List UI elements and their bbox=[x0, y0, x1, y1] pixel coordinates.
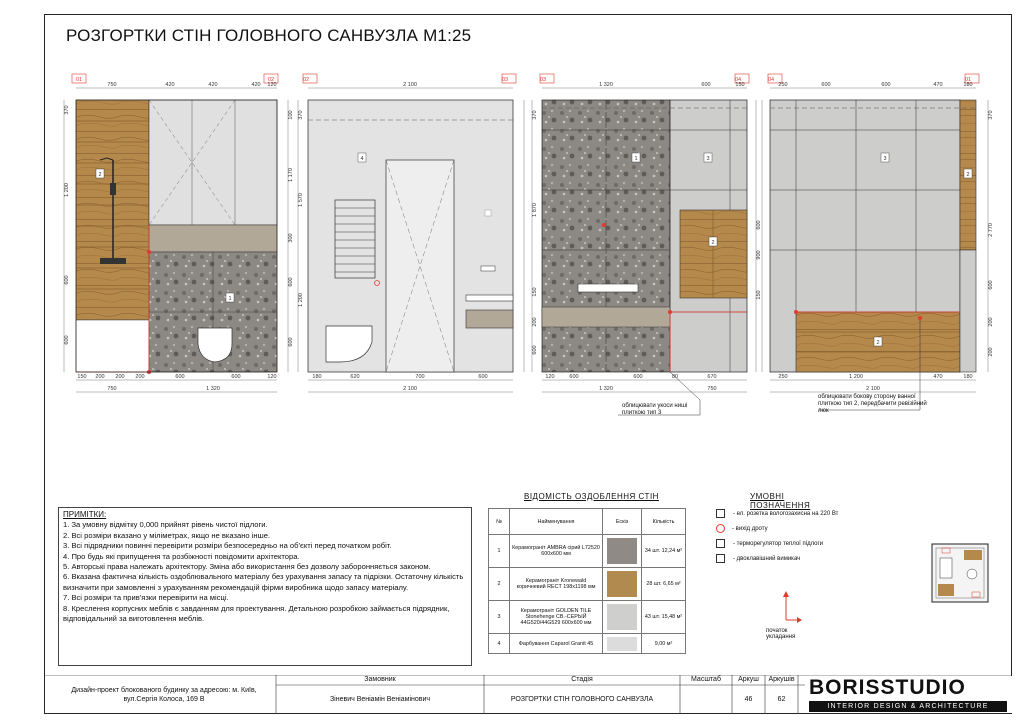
dimension-label: 1 320 bbox=[599, 386, 613, 392]
dimension-label: 600 bbox=[64, 275, 70, 285]
finish-qty: 43 шт. 15,48 м² bbox=[642, 601, 686, 634]
dimension-label: 620 bbox=[350, 374, 360, 380]
note-item: 8. Креслення корпусних меблів є завданням для проектування. Детальною розробкою займається підрядник, відповідальний за виготовлення меблів. bbox=[63, 603, 450, 624]
dimension-label: 670 bbox=[707, 374, 717, 380]
client-header: Замовник bbox=[364, 676, 396, 683]
dimension-label: 180 bbox=[312, 374, 322, 380]
elevation-1 bbox=[76, 100, 277, 374]
finish-callout-label: 1 bbox=[228, 296, 232, 302]
dimension-label: 2 100 bbox=[403, 386, 417, 392]
dimension-label: 1 320 bbox=[206, 386, 220, 392]
finish-callout-label: 2 bbox=[711, 240, 715, 246]
project-address: Дизайн-проект блокованого будинку за адресою: м. Київ, вул.Сергія Колоса, 169 В bbox=[71, 687, 257, 703]
dimension-label: 600 bbox=[175, 374, 185, 380]
dimension-label: 750 bbox=[707, 386, 717, 392]
elevation-tag: 03 bbox=[501, 77, 509, 83]
elevation-tag: 01 bbox=[75, 77, 83, 83]
col-header: № bbox=[489, 509, 510, 535]
note-item: 4. Про будь які припущення та розбіжності повідомити архітектора. bbox=[63, 551, 300, 561]
dimension-label: 370 bbox=[532, 110, 538, 120]
finish-swatch bbox=[603, 568, 642, 601]
dimension-label: 600 bbox=[756, 220, 762, 230]
sheet-count: 62 bbox=[777, 696, 786, 703]
dimension-label: 470 bbox=[933, 374, 943, 380]
dimension-label: 200 bbox=[988, 347, 994, 357]
elevation-4 bbox=[770, 100, 976, 372]
dimension-label: 2 770 bbox=[988, 223, 994, 237]
dimension-label: 200 bbox=[115, 374, 125, 380]
dimension-label: 120 bbox=[267, 82, 277, 88]
elevation-tag: 04 bbox=[734, 77, 742, 83]
dimension-label: 180 bbox=[963, 374, 973, 380]
notes-heading: ПРИМІТКИ: bbox=[63, 510, 107, 519]
elevation-4-note: облицювати бокову сторону ванної плиткою тип 2, передбачити ревізійний люк bbox=[818, 394, 927, 414]
legend-item: - вихід дроту bbox=[732, 525, 768, 532]
finish-swatch bbox=[603, 601, 642, 634]
col-header: Кількість bbox=[642, 509, 686, 535]
dimension-label: 1 200 bbox=[849, 374, 863, 380]
dimension-label: 2 100 bbox=[403, 82, 417, 88]
dimension-label: 150 bbox=[756, 290, 762, 300]
dimension-label: 1 200 bbox=[64, 183, 70, 197]
elevation-3-note: облицювати укоси ниші плиткою тип 3 bbox=[622, 403, 688, 416]
dimension-label: 420 bbox=[251, 82, 261, 88]
finish-qty: 28 шт. 6,65 м² bbox=[642, 568, 686, 601]
finish-qty: 9,00 м² bbox=[642, 634, 686, 654]
dimension-label: 600 bbox=[821, 82, 831, 88]
dimension-label: 600 bbox=[881, 82, 891, 88]
finish-swatch bbox=[603, 535, 642, 568]
finish-callout-label: 1 bbox=[634, 156, 638, 162]
finish-qty: 34 шт. 12,24 м² bbox=[642, 535, 686, 568]
finish-row bbox=[489, 601, 686, 634]
dimension-label: 1 170 bbox=[288, 168, 294, 182]
dimension-label: 250 bbox=[778, 374, 788, 380]
dimension-label: 200 bbox=[95, 374, 105, 380]
note-item: 5. Авторські права належать архітектору. Зміна або використання без дозволу заборонняється законом. bbox=[63, 562, 431, 572]
notes-box bbox=[58, 507, 472, 666]
dimension-label: 1 320 bbox=[599, 82, 613, 88]
sheets-header: Аркушів bbox=[768, 676, 795, 683]
legend-item: - терморегулятор теплої підлоги bbox=[733, 540, 824, 547]
dimension-label: 150 bbox=[77, 374, 87, 380]
dimension-label: 700 bbox=[415, 374, 425, 380]
socket-icon bbox=[716, 509, 725, 518]
dimension-label: 250 bbox=[778, 82, 788, 88]
dimension-label: 200 bbox=[532, 317, 538, 327]
studio-logo bbox=[805, 676, 1012, 713]
dimension-label: 180 bbox=[963, 82, 973, 88]
elevation-3 bbox=[542, 100, 747, 372]
dimension-label: 370 bbox=[64, 105, 70, 115]
dimension-label: 100 bbox=[288, 110, 294, 120]
scale-header: Масштаб bbox=[691, 676, 721, 683]
elevation-2 bbox=[308, 100, 513, 372]
dimension-label: 600 bbox=[288, 277, 294, 287]
finish-callout-label: 4 bbox=[360, 156, 364, 162]
dimension-label: 200 bbox=[988, 317, 994, 327]
finish-callout-label: 2 bbox=[876, 340, 880, 346]
dimension-label: 1 870 bbox=[532, 203, 538, 217]
dimension-label: 150 bbox=[735, 82, 745, 88]
dimension-label: 150 bbox=[532, 287, 538, 297]
dimension-label: 420 bbox=[165, 82, 175, 88]
stage-value: РОЗГОРТКИ СТІН ГОЛОВНОГО САНВУЗЛА bbox=[510, 696, 654, 703]
dimension-label: 120 bbox=[545, 374, 555, 380]
elevation-tag: 02 bbox=[267, 77, 275, 83]
finishes-table bbox=[488, 508, 686, 654]
dimension-label: 370 bbox=[298, 110, 304, 120]
finish-name: Керамограніт AMBRA сірий L72520 600х600 мм bbox=[510, 535, 603, 568]
dimension-label: 1 570 bbox=[298, 193, 304, 207]
note-item: 2. Всі розміри вказано у міліметрах, якщо не вказано інше. bbox=[63, 530, 271, 540]
note-item: 6. Вказана фактична кількість оздоблювального матеріалу без урахування запасу та підрізки. Остаточну кількість визначити при замовленні з урахуванням рекомендацій фірми виробника щодо запасу матеріалу. bbox=[63, 572, 464, 592]
finish-no: 4 bbox=[489, 634, 510, 654]
finish-name: Фарбування Caparol Granit 45 bbox=[510, 634, 603, 654]
legend-item: - двоклавішний вимикач bbox=[733, 555, 801, 562]
double-switch-icon bbox=[716, 554, 725, 563]
finish-swatch bbox=[603, 634, 642, 654]
finish-name: Керамограніт Kronewald коричневий RECT 198х1198 мм bbox=[510, 568, 603, 601]
col-header: Ескіз bbox=[603, 509, 642, 535]
finish-callout-label: 2 bbox=[966, 172, 970, 178]
note-item: 3. Всі підрядники повинні перевірити розміри безпосередньо на об'єкті перед початком робіт. bbox=[63, 541, 392, 551]
dimension-label: 600 bbox=[478, 374, 488, 380]
dimension-label: 370 bbox=[988, 110, 994, 120]
dimension-label: 200 bbox=[135, 374, 145, 380]
finish-row bbox=[489, 634, 686, 654]
dimension-label: 600 bbox=[231, 374, 241, 380]
finish-callout-label: 2 bbox=[98, 172, 102, 178]
logo-subtitle: INTERIOR DESIGN & ARCHITECTURE bbox=[809, 701, 1007, 712]
dimension-label: 600 bbox=[633, 374, 643, 380]
dimension-label: 600 bbox=[64, 335, 70, 345]
dimension-label: 420 bbox=[208, 82, 218, 88]
note-item: 7. Всі розміри та прив'язки перевірити на місці. bbox=[63, 593, 229, 603]
dimension-label: 600 bbox=[569, 374, 579, 380]
page-title: РОЗГОРТКИ СТІН ГОЛОВНОГО САНВУЗЛА М1:25 bbox=[66, 26, 472, 45]
dimension-label: 80 bbox=[671, 374, 679, 380]
finish-row bbox=[489, 535, 686, 568]
client-name: Зіневич Веніамін Веніамінович bbox=[329, 696, 431, 703]
dimension-label: 600 bbox=[288, 337, 294, 347]
dimension-label: 470 bbox=[933, 82, 943, 88]
finish-name: Керамограніт GOLDEN TILE Stonehenge СВ.-СЕРЫЙ 44G520/44G529 600х600 мм bbox=[510, 601, 603, 634]
sheet-number: 46 bbox=[744, 696, 753, 703]
elevation-tag: 02 bbox=[302, 77, 310, 83]
elevation-tag: 01 bbox=[964, 77, 972, 83]
note-item: 1. За умовну відмітку 0,000 прийнят рівень чистої підлоги. bbox=[63, 520, 268, 530]
start-arrow-icon bbox=[782, 590, 802, 624]
thermostat-icon bbox=[716, 539, 725, 548]
dimension-label: 900 bbox=[756, 250, 762, 260]
dimension-label: 1 200 bbox=[298, 293, 304, 307]
key-plan bbox=[928, 540, 992, 606]
start-label: початок укладання bbox=[766, 628, 796, 640]
finish-no: 3 bbox=[489, 601, 510, 634]
finish-no: 1 bbox=[489, 535, 510, 568]
dimension-label: 120 bbox=[267, 374, 277, 380]
dimension-label: 750 bbox=[107, 386, 117, 392]
finish-no: 2 bbox=[489, 568, 510, 601]
finish-callout-label: 3 bbox=[706, 156, 710, 162]
legend-heading: УМОВНІ ПОЗНАЧЕННЯ bbox=[750, 492, 811, 510]
wire-outlet-icon bbox=[716, 524, 725, 533]
dimension-label: 600 bbox=[532, 345, 538, 355]
dimension-label: 300 bbox=[288, 233, 294, 243]
finish-callout-label: 3 bbox=[883, 156, 887, 162]
elevation-tag: 03 bbox=[539, 77, 547, 83]
legend-item: - ел. розетка вологозахисна на 220 Вт bbox=[733, 510, 839, 517]
logo-text: BORISSTUDIO bbox=[809, 676, 966, 699]
elevation-drawings bbox=[0, 60, 1024, 500]
sheet-header: Аркуш bbox=[738, 676, 759, 683]
elevation-tag: 04 bbox=[767, 77, 775, 83]
col-header: Найменування bbox=[510, 509, 603, 535]
finishes-heading: ВІДОМІСТЬ ОЗДОБЛЕННЯ СТІН bbox=[524, 492, 659, 501]
stage-header: Стадія bbox=[571, 676, 593, 683]
dimension-label: 2 100 bbox=[866, 386, 880, 392]
dimension-label: 600 bbox=[988, 280, 994, 290]
dimension-label: 750 bbox=[107, 82, 117, 88]
dimension-label: 600 bbox=[701, 82, 711, 88]
finish-row bbox=[489, 568, 686, 601]
